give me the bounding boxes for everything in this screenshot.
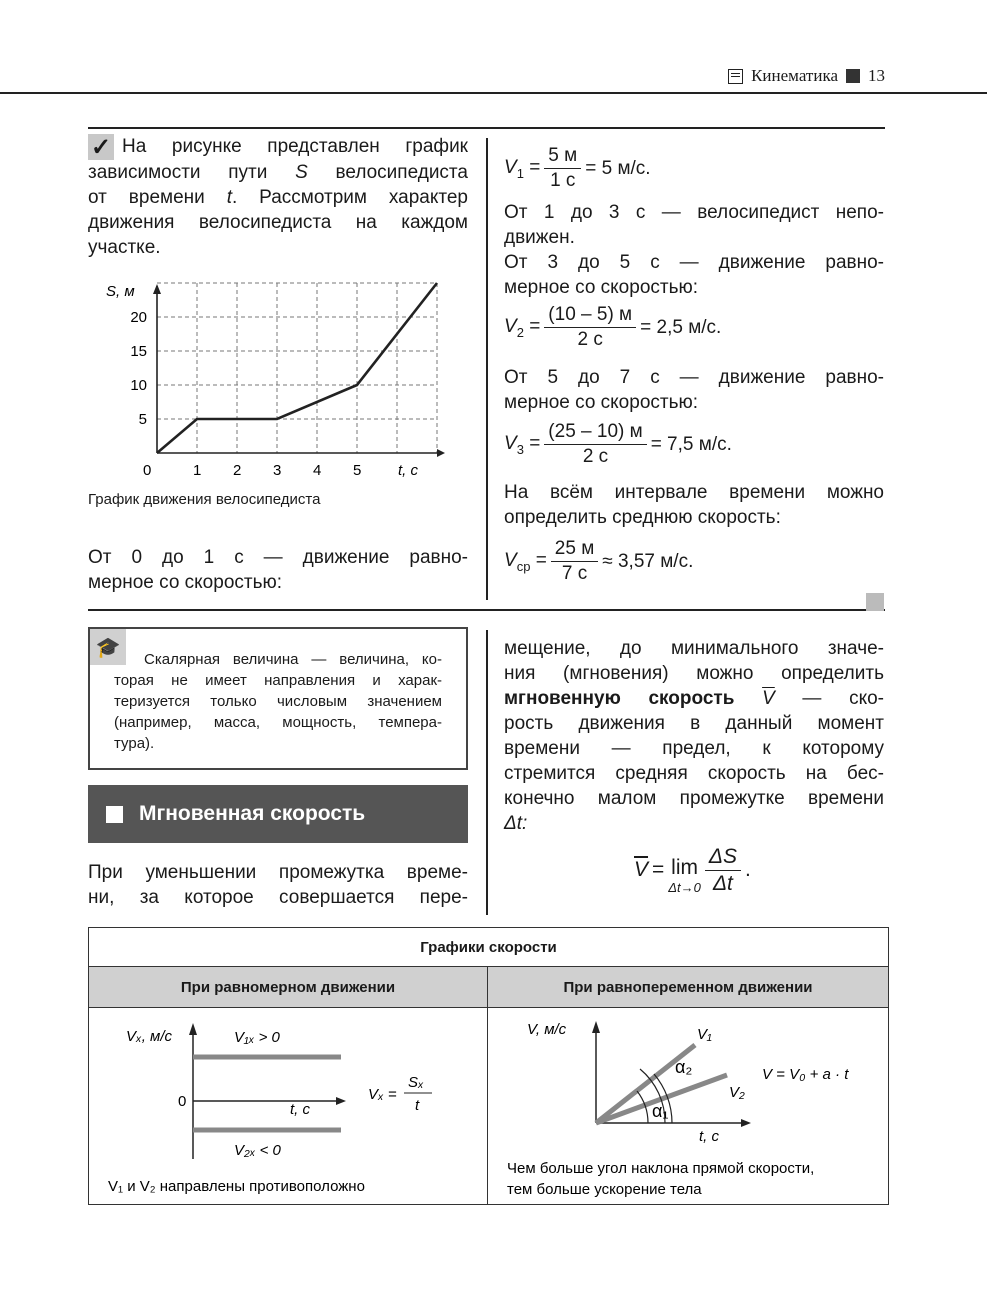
uniform-cell (89, 1008, 488, 1205)
right-text-1: От 1 до 3 с — велосипедист непо- движен. От 3 до 5 с — движение равно- мерное со скоростью: (504, 202, 884, 298)
table-title: Графики скорости (89, 928, 889, 967)
header-rule (0, 92, 987, 94)
end-square-icon (866, 593, 884, 611)
right-text-2: От 5 до 7 с — движение равно- мерное со скоростью: (504, 367, 884, 413)
check-icon: ✓ (88, 134, 114, 160)
intro-line-3: от времени t. Рассмотрим характер (88, 187, 469, 208)
alpha1-label: α₁ (652, 1101, 669, 1121)
running-header (728, 66, 885, 86)
table-header-uniform: При равномерном движении (89, 967, 488, 1008)
left-note: V₁ и V₂ направлены противоположно (108, 1178, 365, 1195)
formula-num: Sₓ (408, 1074, 424, 1091)
v1-label: V₁ (697, 1026, 712, 1043)
ylabel: Vₓ, м/с (126, 1028, 173, 1045)
right-text-3: На всём интервале времени можно определить среднюю скорость: (504, 482, 884, 528)
v1-label: V₁ₓ > 0 (234, 1029, 280, 1046)
zero-label: 0 (178, 1093, 187, 1110)
graduation-cap-icon: 🎓 (90, 629, 126, 665)
formula-v2: $V_2$ = $\frac{(10 - 5) м}{2 с}$ = 2,5 м/с. (504, 304, 722, 350)
right-note-2: тем больше ускорение тела (507, 1181, 702, 1198)
formula-v1: $V_1$ = $\frac{5 м}{1 с}$ = 5 м/с. (504, 145, 651, 191)
formula-lhs: Vₓ = (368, 1086, 397, 1103)
alpha2-label: α₂ (675, 1057, 693, 1077)
formula: V = V₀ + a · t (762, 1066, 849, 1083)
y-axis-label: S, м (106, 283, 135, 300)
y-tick-label: 20 (130, 309, 147, 326)
definition-text: Скалярная величина — величина, ко- торая не имеет направления и харак- теризуется только числовым значением (например, масса, мощность, темпера- тура). (114, 651, 442, 752)
intro-line-5: участке. (88, 237, 161, 258)
v2-label: V₂ (729, 1084, 745, 1101)
x-axis-label: t, с (398, 462, 419, 479)
left-tail-paragraph (88, 545, 468, 595)
accelerated-velocity-graph (489, 1009, 887, 1203)
x-tick-label: 3 (273, 462, 282, 479)
distance-time-chart (100, 278, 450, 483)
formula-v3: $V_3$ = $\frac{(25 - 10) м}{2 с}$ = 7,5 м/с. (504, 421, 732, 467)
formula-den: t (415, 1097, 420, 1114)
y-tick-label: 5 (138, 411, 147, 428)
uniform-velocity-graph (90, 1009, 486, 1203)
square-bullet-icon (846, 69, 860, 83)
section-title-bar (88, 785, 468, 843)
formula-vavg: $V_{ср}$ = $\frac{25 м}{7 с}$ ≈ 3,57 м/с. (504, 538, 694, 584)
y-tick-label: 15 (130, 343, 147, 360)
x-tick-label: 4 (313, 462, 322, 479)
chart-caption: График движения велосипедиста (88, 491, 321, 508)
section-square-icon (106, 806, 123, 823)
block-top-rule (88, 127, 885, 129)
x-axis-arrow (437, 449, 445, 457)
right-note-1: Чем больше угол наклона прямой скорости, (507, 1160, 815, 1177)
x-tick-label: 2 (233, 462, 242, 479)
intro-paragraph (88, 134, 468, 260)
section-name: Кинематика (751, 66, 838, 85)
xlabel: t, с (290, 1101, 311, 1118)
y-arrow (189, 1023, 197, 1035)
lower-column-divider (486, 630, 488, 915)
table-header-accelerated: При равнопеременном движении (488, 967, 889, 1008)
left-tail-line-2: мерное со скоростью: (88, 572, 283, 593)
x-tick-label: 1 (193, 462, 202, 479)
section-title: Мгновенная скорость (139, 802, 366, 825)
page-number: 13 (868, 66, 885, 85)
column-divider (486, 138, 488, 600)
velocity-graphs-table (88, 927, 889, 1205)
y-axis-arrow (153, 284, 161, 294)
x-arrow (336, 1097, 346, 1105)
v2-label: V₂ₓ < 0 (234, 1142, 281, 1159)
intro-line-1: ✓ На рисунке представлен график (88, 134, 468, 160)
y-tick-label: 10 (130, 377, 147, 394)
ylabel: V, м/с (527, 1021, 567, 1038)
chart-grid (157, 283, 437, 453)
series-line (157, 283, 437, 453)
block-bottom-rule (88, 609, 885, 611)
definition-box (88, 627, 468, 770)
lower-left-paragraph: При уменьшении промежутка време- ни, за которое совершается пере- (88, 862, 468, 908)
lower-right-paragraph: мещение, до минимального значе- ния (мгновения) можно определить мгновенную скорость $\overline{V}$ — ско- рость движения в данный момент времени — предел, к которому стремится средняя скорость на бес- конечно малом промежутке времени Δt: (504, 638, 885, 834)
intro-line-4: движения велосипедиста на каждом (88, 212, 468, 233)
x-tick-label: 5 (353, 462, 362, 479)
intro-line-2: зависимости пути S велосипедиста (88, 162, 468, 183)
xlabel: t, с (699, 1128, 720, 1145)
book-icon (728, 69, 743, 84)
x-tick-label: 0 (143, 462, 152, 479)
left-tail-line-1: От 0 до 1 с — движение равно- (88, 547, 468, 568)
limit-formula: $\overline{V}$ = lim Δt→0 $\frac{\Delta S}{\Delta t}$ . (634, 844, 751, 895)
accelerated-cell (488, 1008, 889, 1205)
